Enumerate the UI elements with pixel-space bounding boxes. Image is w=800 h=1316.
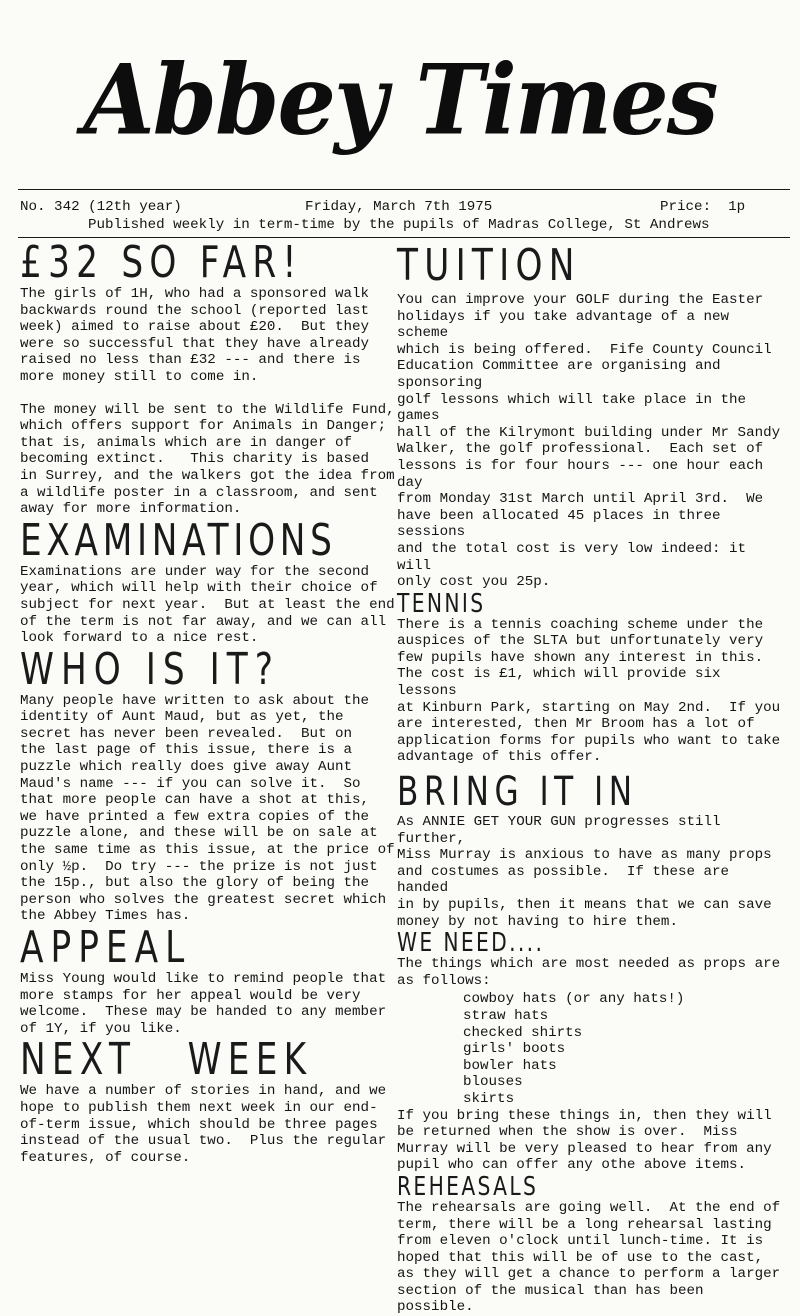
masthead-title: Abbey Times [83,43,717,157]
article-paragraph: The girls of 1H, who had a sponsored walk backwards round the school (reported last week) aimed to raise about £20. But they were so successful that they have already raised no less than £32 --- and there is more money still to come in. [20,286,370,385]
article-paragraph: We have a number of stories in hand, and we hope to publish them next week in our end- of-term issue, which should be three pages instead of the usual two. Plus the regular features, of course. [20,1083,387,1166]
list-item: cowboy hats (or any hats!) [463,991,685,1008]
article-heading: APPEAL [20,922,192,973]
article-bring-it-in [397,770,782,930]
article-paragraph: The things which are most needed as props are as follows: [397,956,781,989]
props-list [463,991,782,1107]
list-item: bowler hats [463,1057,557,1074]
article-heading: BRING IT IN [397,769,638,816]
article-tennis [397,588,782,766]
article-tuition [397,240,782,591]
article-32-so-far [20,237,395,518]
list-item: straw hats [463,1007,549,1024]
article-we-need [397,930,782,1174]
article-heading: NEXT WEEK [20,1034,313,1086]
article-heading: REHEASALS [397,1171,539,1202]
article-next-week [20,1034,395,1166]
list-item: skirts [463,1090,515,1107]
article-paragraph: There is a tennis coaching scheme under the auspices of the SLTA but unfortunately very few pupils have shown any interest in this. The cost is £1, which will provide six lessons at Kinburn Park, starting on May 2nd. If you are interested, then Mr Broom has a lot of application forms for pupils who want to take advantage of this offer. [397,616,781,766]
article-examinations [20,514,395,647]
article-paragraph: The money will be sent to the Wildlife Fund, which offers support for Animals in Danger; that is, animals which are in danger of becoming extinct. This charity is based in Surrey, and the walkers got the idea from a wildlife poster in a classroom, and sent away for more information. [20,401,395,518]
top-rule [18,189,790,190]
masthead [0,35,800,165]
list-item: blouses [463,1074,523,1091]
article-paragraph: If you bring these things in, then they will be returned when the show is over. Miss Murray will be very pleased to hear from any pupil who can offer any othe above items. [397,1107,772,1174]
article-heading: WHO IS IT? [20,643,280,695]
issue-price: Price: 1p [660,199,746,215]
article-heading: EXAMINATIONS [20,514,337,566]
article-paragraph: Many people have written to ask about the identity of Aunt Maud, but as yet, the secret has never been revealed. But on the last page of this issue, there is a puzzle which really does give away Aunt Maud's name --- if you can solve it. So that more people can have a shot at this, we have printed a few extra copies of the puzzle alone, and these will be on sale at the same time as this issue, at the price of only ½p. Do try --- the prize is not just the 15p., but also the glory of being the person who solves the greatest secret which the Abbey Times has. [20,692,395,925]
list-item: girls' boots [463,1041,566,1058]
issue-date: Friday, March 7th 1975 [305,199,493,215]
article-paragraph: The rehearsals are going well. At the end of term, there will be a long rehearsal lasting from eleven o'clock until lunch-time. It is hoped that this will be of use to the cast, as they will get a chance to perform a larger section of the musical than has been possible. [397,1199,781,1316]
publisher-line: Published weekly in term-time by the pupils of Madras College, St Andrews [88,217,710,233]
article-paragraph: Examinations are under way for the second year, which will help with their choice of subject for next year. But at least the end of the term is not far away, and we can all look forward to a nice rest. [20,563,395,647]
article-paragraph: Miss Young would like to remind people that more stamps for her appeal would be very welcome. These may be handed to any member of 1Y, if you like. [20,971,387,1037]
article-heading: TENNIS [397,588,486,619]
article-heading: TUITION [397,240,581,291]
article-appeal [20,922,395,1037]
left-column [20,237,395,1166]
issue-number: No. 342 (12th year) [20,199,182,215]
article-paragraph: You can improve your GOLF during the Easter holidays if you take advantage of a new scheme which is being offered. Fife County Council Education Committee are organising and sponsoring golf lessons which will take place in the games hall of the Kilrymont building under Mr Sandy Walker, the golf professional. Each set of lessons is for four hours --- one hour each day from Monday 31st March until April 3rd. We have been allocated 45 places in three sessions and the total cost is very low indeed: it will only cost you 25p. [397,292,781,591]
list-item: checked shirts [463,1024,583,1041]
issue-info-line [20,197,780,217]
article-heading: WE NEED.... [397,928,545,959]
article-paragraph: As ANNIE GET YOUR GUN progresses still further, Miss Murray is anxious to have as many props and costumes as possible. If these are handed in by pupils, then it means that we can save money by not having to hire them. [397,814,772,930]
article-heading: £32 SO FAR! [20,237,303,288]
article-who-is-it [20,643,395,925]
right-column [397,240,782,1316]
article-rehearsals [397,1171,782,1316]
